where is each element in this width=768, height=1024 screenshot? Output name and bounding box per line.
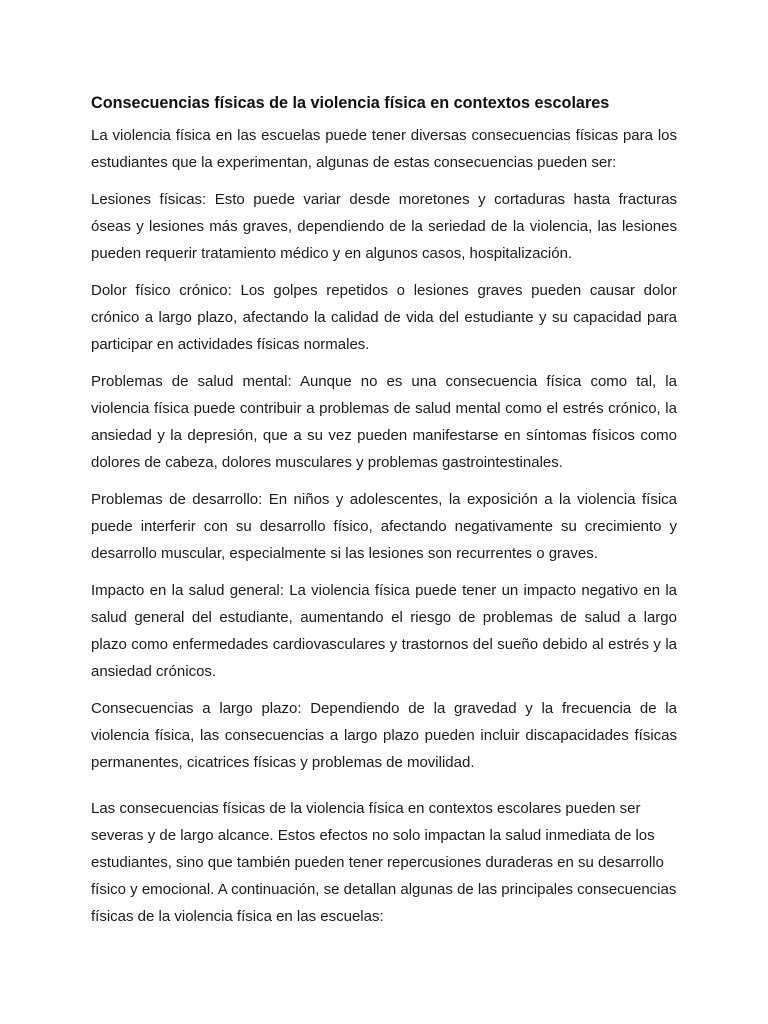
document-body — [91, 88, 677, 940]
paragraph-lesiones-fisicas: Lesiones físicas: Esto puede variar desde moretones y cortaduras hasta fracturas óseas y lesiones más graves, dependiendo de la seriedad de la violencia, las lesiones pueden requerir tratamiento médico y en algunos casos, hospitalización. — [91, 191, 677, 262]
document-title: Consecuencias físicas de la violencia física en contextos escolares — [91, 94, 610, 112]
paragraph-dolor-cronico: Dolor físico crónico: Los golpes repetidos o lesiones graves pueden causar dolor crónico a largo plazo, afectando la calidad de vida del estudiante y su capacidad para participar en actividades físicas normales. — [91, 282, 677, 353]
paragraph-intro: La violencia física en las escuelas puede tener diversas consecuencias físicas para los estudiantes que la experimentan, algunas de estas consecuencias pueden ser: — [91, 127, 677, 171]
paragraph-salud-mental: Problemas de salud mental: Aunque no es una consecuencia física como tal, la violencia física puede contribuir a problemas de salud mental como el estrés crónico, la ansiedad y la depresión, que a su vez pueden manifestarse en síntomas físicos como dolores de cabeza, dolores musculares y problemas gastrointestinales. — [91, 373, 677, 471]
paragraph-largo-plazo: Consecuencias a largo plazo: Dependiendo de la gravedad y la frecuencia de la violencia física, las consecuencias a largo plazo pueden incluir discapacidades físicas permanentes, cicatrices físicas y problemas de movilidad. — [91, 700, 677, 771]
paragraph-salud-general: Impacto en la salud general: La violencia física puede tener un impacto negativo en la salud general del estudiante, aumentando el riesgo de problemas de salud a largo plazo como enfermedades cardiovasculares y trastornos del sueño debido al estrés y la ansiedad crónicos. — [91, 582, 677, 680]
paragraph-gap — [91, 786, 677, 795]
paragraph-summary: Las consecuencias físicas de la violencia física en contextos escolares pueden ser severas y de largo alcance. Estos efectos no solo impactan la salud inmediata de los estudiantes, sino que también pueden tener repercusiones duraderas en su desarrollo físico y emocional. A continuación, se detallan algunas de las principales consecuencias físicas de la violencia física en las escuelas: — [91, 800, 677, 925]
paragraph-desarrollo: Problemas de desarrollo: En niños y adolescentes, la exposición a la violencia física puede interferir con su desarrollo físico, afectando negativamente su crecimiento y desarrollo muscular, especialmente si las lesiones son recurrentes o graves. — [91, 491, 677, 562]
